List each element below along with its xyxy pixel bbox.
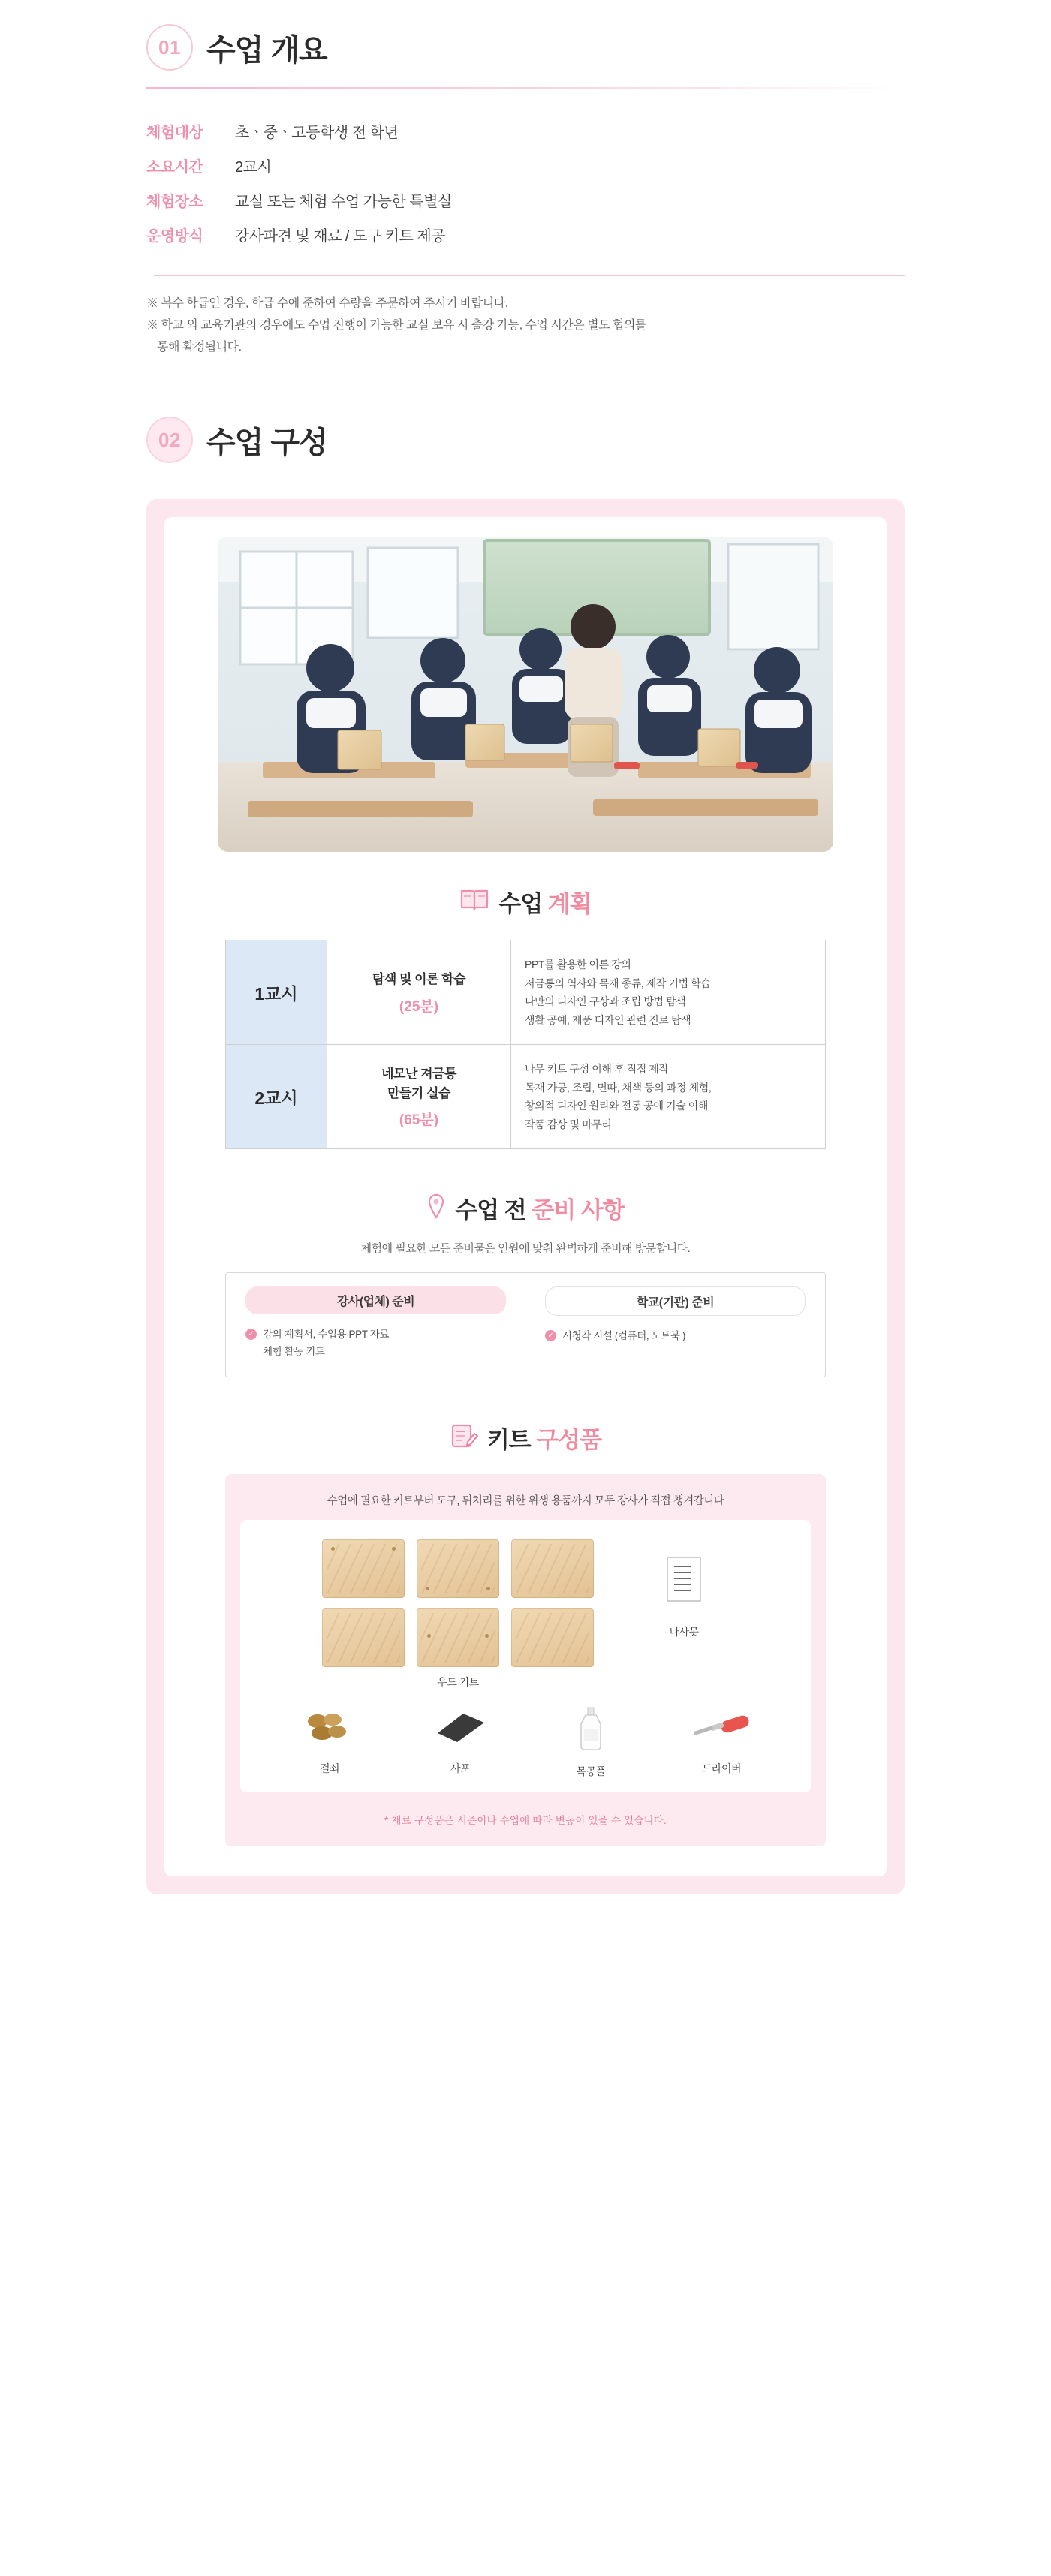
overview-row: [146, 155, 1051, 176]
book-icon: [459, 887, 489, 916]
kit-item-label: 목공풀: [576, 1765, 606, 1777]
prep-column-instructor: [226, 1286, 526, 1360]
plan-topic: 탐색 및 이론 학습: [372, 972, 466, 987]
wood-piece: [417, 1608, 499, 1667]
kit-item-label: 사포: [450, 1762, 471, 1774]
plan-detail-line: 창의적 디자인 원리와 전통 공예 기술 이해: [525, 1100, 709, 1112]
page-root: [0, 24, 1051, 2576]
kit-item-sandpaper: [415, 1706, 505, 1779]
kit-bottom-row: [255, 1706, 796, 1779]
check-icon: ✓: [245, 1329, 257, 1340]
note-line-continued: 통해 확정됩니다.: [157, 340, 242, 354]
plan-detail-line: 목재 가공, 조립, 면따, 채색 등의 과정 체험,: [525, 1081, 712, 1094]
plan-period: 2교시: [226, 1045, 327, 1149]
prep-items: [245, 1326, 506, 1360]
plan-row: [226, 1045, 826, 1149]
note-line: ※ 학교 외 교육기관의 경우에도 수업 진행이 가능한 교실 보유 시 출강 가능, 수업 시간은 별도 협의를: [146, 318, 646, 332]
plan-table: [225, 940, 826, 1149]
pin-icon: [426, 1193, 446, 1223]
plan-detail-line: 작품 감상 및 마무리: [525, 1118, 612, 1130]
section-2-title: 수업 구성: [206, 426, 327, 459]
plan-topic-cell: [327, 940, 511, 1045]
kit-footnote: * 재료 구성품은 시즌이나 수업에 따라 변동이 있을 수 있습니다.: [384, 1814, 667, 1826]
lesson-composition-card: [146, 499, 905, 1894]
plan-topic-line1: 네모난 져금통: [381, 1067, 456, 1082]
check-icon: ✓: [545, 1330, 556, 1341]
wood-piece: [322, 1539, 405, 1598]
kit-heading: [182, 1421, 869, 1455]
prep-column-school: [526, 1286, 825, 1360]
kit-box: [225, 1474, 826, 1846]
section-1-number: 01: [146, 24, 193, 71]
prep-tag: 강사(업체) 준비: [245, 1286, 506, 1314]
overview-row: [146, 189, 1051, 211]
kit-item-glue: [546, 1706, 636, 1779]
prep-item-text: 시청각 시설 (컴퓨터, 노트북 ): [562, 1330, 685, 1342]
plan-detail-line: 나무 키트 구성 이해 후 직접 제작: [525, 1063, 669, 1076]
section-1-title: 수업 개요: [206, 33, 327, 67]
prep-item: [245, 1344, 506, 1360]
classroom-photo: [218, 537, 833, 852]
lesson-composition-inner: [164, 517, 887, 1876]
overview-key: 체험대상: [146, 125, 203, 141]
plan-detail-line: 생활 공예, 제품 디자인 관련 진로 탐색: [525, 1013, 691, 1026]
kit-contents: [240, 1520, 811, 1792]
plan-duration: (25분): [399, 998, 439, 1015]
kit-item-label: 걸쇠: [319, 1762, 340, 1774]
overview-row: [146, 120, 1051, 142]
prep-item: [245, 1326, 506, 1343]
kit-heading-text: 키트 구성품: [486, 1426, 602, 1453]
wood-piece: [322, 1608, 405, 1667]
plan-details: [511, 940, 826, 1045]
plan-heading: [182, 885, 869, 919]
note-line: ※ 복수 학급인 경우, 학급 수에 준하여 수량을 주문하여 주시기 바랍니다.: [146, 297, 508, 310]
plan-detail-line: PPT를 활용한 이론 강의: [525, 958, 631, 971]
screw-caption: 나사못: [669, 1625, 699, 1638]
overview-value: 2교시: [235, 159, 272, 176]
plan-details: [511, 1045, 826, 1149]
prep-box: [225, 1272, 826, 1377]
plan-period: 1교시: [226, 940, 327, 1045]
section-2-number: 02: [146, 417, 193, 463]
prep-tag: 학교(기관) 준비: [545, 1286, 806, 1316]
kit-top-row: [255, 1539, 796, 1690]
wood-piece: [511, 1539, 594, 1598]
section-2-header: [146, 417, 1051, 463]
overview-value: 강사파견 및 재료 / 도구 키트 제공: [235, 228, 446, 245]
prep-item: [545, 1328, 806, 1344]
overview-key: 운영방식: [146, 228, 203, 245]
plan-duration: (65분): [399, 1112, 439, 1129]
overview-key: 소요시간: [146, 159, 203, 176]
overview-value: 초ㆍ중ㆍ고등학생 전 학년: [235, 125, 399, 141]
notes-block: [146, 295, 867, 357]
kit-lead: 수업에 필요한 키트부터 도구, 뒤처리를 위한 위생 용품까지 모두 강사가 직접 챙겨갑니다: [327, 1494, 724, 1507]
section-1-header: [146, 24, 1051, 71]
plan-topic-line2: 만들기 실습: [387, 1085, 450, 1100]
overview-row: [146, 224, 1051, 245]
section-1-divider: [146, 87, 905, 89]
notes-divider: [154, 275, 905, 276]
wood-kit-caption: 우드 키트: [437, 1675, 479, 1688]
plan-heading-text: 수업 계획: [498, 891, 592, 918]
wood-piece: [511, 1608, 594, 1667]
kit-item-label: 드라이버: [701, 1762, 742, 1774]
wood-kit-group: [322, 1539, 594, 1690]
wood-piece: [417, 1539, 499, 1598]
prep-heading-text: 수업 전 준비 사항: [455, 1197, 625, 1224]
plan-row: [226, 940, 826, 1045]
kit-icon: [450, 1422, 478, 1453]
screw-item: [639, 1539, 729, 1639]
prep-item-text: 강의 계획서, 수업용 PPT 자료: [263, 1329, 389, 1341]
prep-note: 체험에 필요한 모든 준비물은 인원에 맞춰 완벽하게 준비해 방문합니다.: [360, 1242, 691, 1256]
kit-item-screwdriver: [676, 1706, 766, 1779]
prep-item-text: 체험 활동 키트: [263, 1345, 325, 1357]
overview-key: 체험장소: [146, 194, 203, 210]
overview-table: [146, 120, 1051, 245]
wood-piece-grid: [322, 1539, 594, 1667]
overview-value: 교실 또는 체험 수업 가능한 특별실: [235, 194, 452, 210]
plan-topic-cell: [327, 1045, 511, 1149]
prep-heading: [182, 1191, 869, 1225]
kit-item-latch: [285, 1706, 375, 1779]
plan-detail-line: 나만의 디자인 구상과 조립 방법 탐색: [525, 995, 686, 1008]
plan-detail-line: 저금통의 역사와 목재 종류, 제작 기법 학습: [525, 977, 711, 989]
bottom-spacer: [0, 1894, 1051, 1940]
prep-items: [545, 1328, 806, 1344]
